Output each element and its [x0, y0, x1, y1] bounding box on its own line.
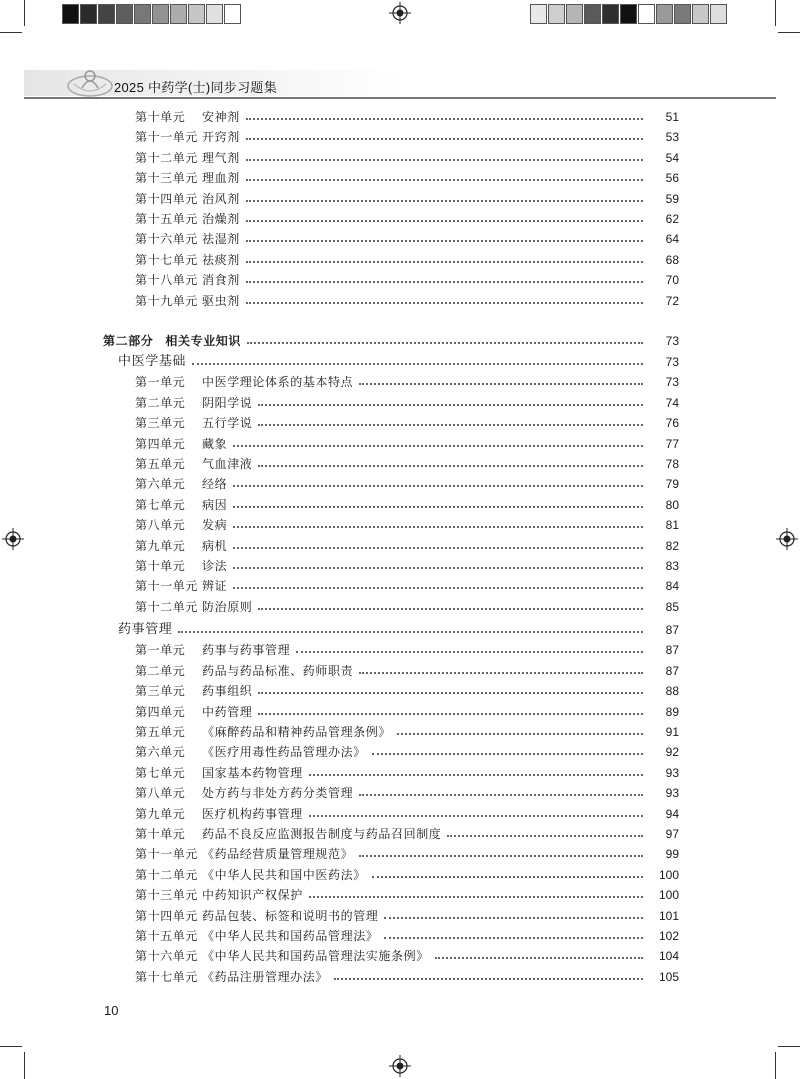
toc-page-number: 104: [658, 949, 679, 963]
toc-unit-number: 第七单元: [135, 766, 186, 780]
toc-page-number: 100: [658, 888, 679, 902]
toc-page-number: 92: [665, 745, 679, 759]
toc-unit-number: 第三单元: [135, 416, 186, 430]
registration-mark-top-icon: [389, 2, 411, 24]
toc-entry-label: [135, 209, 240, 229]
toc-entry-label: [135, 229, 240, 249]
toc-entry: [0, 536, 800, 556]
toc-page-number: 87: [665, 643, 679, 657]
color-swatch: [602, 4, 619, 24]
toc-entry-label: [135, 763, 303, 783]
toc-unit-number: 第十七单元: [135, 253, 199, 267]
dot-leader: [246, 302, 643, 304]
toc-page-number: 70: [665, 273, 679, 287]
toc-entry: [0, 722, 800, 742]
toc-entry-title: 开窍剂: [202, 130, 240, 144]
toc-entry-title: 处方药与非处方药分类管理: [202, 786, 354, 800]
crop-mark: [24, 0, 25, 26]
toc-entry: [0, 763, 800, 783]
toc-entry-title: 经络: [202, 477, 228, 491]
toc-page-number: 105: [658, 970, 679, 984]
toc-page-number: 99: [665, 847, 679, 861]
toc-entry-title: 药事组织: [202, 684, 253, 698]
toc-page-number: 72: [665, 294, 679, 308]
toc-unit-number: 第九单元: [135, 807, 186, 821]
toc-unit-number: 第十五单元: [135, 929, 199, 943]
toc-entry: [0, 844, 800, 864]
toc-entry-title: 治风剂: [202, 192, 240, 206]
header-rule: [24, 97, 776, 99]
toc-entry: [0, 906, 800, 926]
color-swatch: [98, 4, 115, 24]
toc-entry-title: 《中华人民共和国中医药法》: [202, 868, 366, 882]
dot-leader: [233, 506, 643, 508]
dot-leader: [233, 526, 643, 528]
toc-entry-title: 国家基本药物管理: [202, 766, 303, 780]
toc-entry-title: 诊法: [202, 559, 228, 573]
dot-leader: [246, 200, 643, 202]
toc-entry-label: [135, 515, 227, 535]
toc-page-number: 88: [665, 684, 679, 698]
toc-unit-number: 第十六单元: [135, 232, 199, 246]
toc-entry-title: 药品与药品标准、药师职责: [202, 664, 354, 678]
dot-leader: [246, 159, 643, 161]
toc-entry-title: 《中华人民共和国药品管理法实施条例》: [202, 949, 429, 963]
toc-entry-title: 《麻醉药品和精神药品管理条例》: [202, 725, 392, 739]
toc-entry: [0, 640, 800, 660]
toc-entry: [0, 168, 800, 188]
toc-entry: [0, 946, 800, 966]
toc-entry-label: [135, 556, 227, 576]
toc-unit-number: 第二单元: [135, 396, 186, 410]
toc-page-number: 74: [665, 396, 679, 410]
toc-entry-label: [135, 722, 391, 742]
toc-entry-label: [135, 413, 252, 433]
toc-entry-title: 消食剂: [202, 273, 240, 287]
toc-page-number: 101: [658, 909, 679, 923]
color-swatch: [116, 4, 133, 24]
toc-page-number: 93: [665, 786, 679, 800]
dot-leader: [258, 404, 643, 406]
color-swatch: [710, 4, 727, 24]
toc-unit-number: 第十九单元: [135, 294, 199, 308]
toc-entry: [0, 926, 800, 946]
color-swatch: [224, 4, 241, 24]
toc-page-number: 97: [665, 827, 679, 841]
dot-leader: [372, 753, 643, 755]
toc-entry-title: 祛痰剂: [202, 253, 240, 267]
toc-entry-label: [135, 742, 366, 762]
color-swatch: [134, 4, 151, 24]
toc-entry: [0, 148, 800, 168]
dot-leader: [397, 733, 643, 735]
toc-unit-number: 第十一单元: [135, 579, 199, 593]
toc-unit-number: 第五单元: [135, 725, 186, 739]
toc-entry-label: [135, 946, 429, 966]
toc-entry-label: [135, 148, 240, 168]
toc-page-number: 87: [665, 664, 679, 678]
dot-leader: [435, 957, 643, 959]
toc-entry-label: [135, 783, 353, 803]
toc-unit-number: 第十二单元: [135, 868, 199, 882]
page-number: 10: [104, 1003, 119, 1018]
toc-entry: [0, 127, 800, 147]
dot-leader: [247, 342, 643, 344]
toc-section-heading: [0, 352, 800, 372]
toc-entry: [0, 783, 800, 803]
color-swatch: [62, 4, 79, 24]
toc-entry-label: [135, 865, 366, 885]
toc-entry: [0, 393, 800, 413]
toc-entry: [0, 885, 800, 905]
toc-entry-title: 驱虫剂: [202, 294, 240, 308]
dot-leader: [233, 547, 643, 549]
toc-entry: [0, 270, 800, 290]
toc-entry-title: 阴阳学说: [202, 396, 253, 410]
toc-page-number: 80: [665, 498, 679, 512]
toc-unit-number: 第十二单元: [135, 151, 199, 165]
toc-entry-title: 理气剂: [202, 151, 240, 165]
running-header: [24, 64, 776, 98]
toc-page-number: 100: [658, 868, 679, 882]
dot-leader: [246, 220, 643, 222]
dot-leader: [359, 855, 643, 857]
toc-unit-number: 第八单元: [135, 518, 186, 532]
toc-unit-number: 第十三单元: [135, 171, 199, 185]
toc-entry: [0, 597, 800, 617]
toc-page-number: 62: [665, 212, 679, 226]
toc-entry-title: 药品包装、标签和说明书的管理: [202, 909, 379, 923]
toc-entry-title: 《医疗用毒性药品管理办法》: [202, 745, 366, 759]
toc-entry: [0, 495, 800, 515]
crop-mark: [24, 1052, 25, 1079]
toc-entry-title: 《药品经营质量管理规范》: [202, 847, 354, 861]
color-swatch: [566, 4, 583, 24]
color-swatch: [692, 4, 709, 24]
toc-unit-number: 第十二单元: [135, 600, 199, 614]
toc-page-number: 68: [665, 253, 679, 267]
toc-entry-label: [135, 189, 240, 209]
toc-entry-title: 《中华人民共和国药品管理法》: [202, 929, 379, 943]
toc-section-heading: [0, 620, 800, 640]
toc-page-number: 73: [665, 334, 679, 348]
toc-entry-title: 五行学说: [202, 416, 253, 430]
toc-page-number: 84: [665, 579, 679, 593]
toc-entry: [0, 107, 800, 127]
toc-entry-label: [135, 702, 252, 722]
toc-part-heading: [0, 331, 800, 351]
dot-leader: [233, 587, 643, 589]
dot-leader: [258, 713, 643, 715]
dot-leader: [296, 651, 643, 653]
color-swatch: [620, 4, 637, 24]
toc-unit-number: 第三单元: [135, 684, 186, 698]
toc-entry-label: [135, 844, 353, 864]
toc-entry: [0, 967, 800, 987]
toc-entry-label: [135, 434, 227, 454]
toc-entry: [0, 804, 800, 824]
color-swatch: [638, 4, 655, 24]
color-swatch: [548, 4, 565, 24]
crop-mark: [0, 32, 22, 33]
toc-entry-label: [135, 640, 290, 660]
color-swatch: [530, 4, 547, 24]
toc-section-title: 药事管理: [118, 622, 173, 637]
toc-entry: [0, 291, 800, 311]
toc-unit-number: 第八单元: [135, 786, 186, 800]
toc-unit-number: 第一单元: [135, 643, 186, 657]
dot-leader: [178, 631, 643, 633]
crop-mark: [778, 32, 800, 33]
toc-page-number: 53: [665, 130, 679, 144]
toc-unit-number: 第十一单元: [135, 847, 199, 861]
dot-leader: [309, 896, 643, 898]
toc-unit-number: 第十单元: [135, 827, 186, 841]
toc-page-number: 89: [665, 705, 679, 719]
right-color-bar: [530, 4, 728, 24]
toc-entry: [0, 454, 800, 474]
toc-unit-number: 第四单元: [135, 705, 186, 719]
toc-page-number: 64: [665, 232, 679, 246]
dot-leader: [246, 281, 643, 283]
toc-entry-label: [135, 885, 303, 905]
toc-unit-number: 第十单元: [135, 110, 186, 124]
toc-entry: [0, 661, 800, 681]
toc-part-label: [103, 331, 241, 351]
dot-leader: [246, 261, 643, 263]
dot-leader: [384, 917, 643, 919]
toc-entry-title: 中药管理: [202, 705, 253, 719]
toc-entry-label: [135, 270, 240, 290]
crop-mark: [775, 1052, 776, 1079]
toc-entry: [0, 576, 800, 596]
toc-entry: [0, 209, 800, 229]
toc-unit-number: 第十五单元: [135, 212, 199, 226]
dot-leader: [359, 383, 643, 385]
toc-page-number: 81: [665, 518, 679, 532]
toc-part-number: 第二部分: [103, 334, 154, 348]
toc-entry-label: [135, 824, 441, 844]
toc-unit-number: 第十七单元: [135, 970, 199, 984]
toc-entry: [0, 681, 800, 701]
color-swatch: [80, 4, 97, 24]
color-swatch: [674, 4, 691, 24]
toc-page-number: 93: [665, 766, 679, 780]
toc-entry-title: 《药品注册管理办法》: [202, 970, 329, 984]
crop-mark: [0, 1046, 22, 1047]
toc-page-number: 94: [665, 807, 679, 821]
toc-unit-number: 第五单元: [135, 457, 186, 471]
toc-entry-title: 气血津液: [202, 457, 253, 471]
toc-unit-number: 第十六单元: [135, 949, 199, 963]
toc-unit-number: 第十四单元: [135, 192, 199, 206]
toc-unit-number: 第四单元: [135, 437, 186, 451]
toc-unit-number: 第十八单元: [135, 273, 199, 287]
toc-entry-title: 中药知识产权保护: [202, 888, 303, 902]
toc-entry-title: 辨证: [202, 579, 228, 593]
toc-entry-label: [135, 454, 252, 474]
toc-entry-title: 防治原则: [202, 600, 253, 614]
toc-entry-title: 病机: [202, 539, 228, 553]
toc-entry-title: 治燥剂: [202, 212, 240, 226]
color-swatch: [188, 4, 205, 24]
dot-leader: [258, 692, 643, 694]
toc-unit-number: 第七单元: [135, 498, 186, 512]
toc-entry-label: [135, 474, 227, 494]
crop-mark: [778, 1046, 800, 1047]
toc-entry: [0, 229, 800, 249]
toc-entry-label: [135, 967, 328, 987]
toc-page-number: 54: [665, 151, 679, 165]
dot-leader: [372, 876, 643, 878]
toc-unit-number: 第六单元: [135, 745, 186, 759]
color-swatch: [170, 4, 187, 24]
color-swatch: [584, 4, 601, 24]
toc-page-number: 59: [665, 192, 679, 206]
toc-entry-label: [135, 576, 227, 596]
toc-unit-number: 第十四单元: [135, 909, 199, 923]
toc-page-number: 51: [665, 110, 679, 124]
toc-entry-title: 祛湿剂: [202, 232, 240, 246]
dot-leader: [233, 445, 643, 447]
toc-entry-label: [135, 495, 227, 515]
dot-leader: [233, 567, 643, 569]
toc-entry-title: 药事与药事管理: [202, 643, 291, 657]
dot-leader: [258, 424, 643, 426]
dot-leader: [258, 465, 643, 467]
toc-entry: [0, 434, 800, 454]
toc-entry-title: 医疗机构药事管理: [202, 807, 303, 821]
toc-entry-title: 发病: [202, 518, 228, 532]
toc-page-number: 85: [665, 600, 679, 614]
toc-entry-label: [135, 597, 252, 617]
toc-unit-number: 第十三单元: [135, 888, 199, 902]
toc-entry-label: [135, 536, 227, 556]
toc-entry-label: [135, 804, 303, 824]
toc-entry-label: [135, 926, 378, 946]
toc-entry-label: [135, 250, 240, 270]
toc-entry: [0, 824, 800, 844]
toc-part-title: 相关专业知识: [165, 334, 242, 348]
toc-entry: [0, 474, 800, 494]
toc-page-number: 79: [665, 477, 679, 491]
toc-entry: [0, 515, 800, 535]
toc-entry-title: 安神剂: [202, 110, 240, 124]
toc-entry-title: 病因: [202, 498, 228, 512]
toc-entry-label: [135, 681, 252, 701]
toc-entry-label: [135, 291, 240, 311]
dot-leader: [309, 774, 643, 776]
toc-page-number: 78: [665, 457, 679, 471]
toc-unit-number: 第九单元: [135, 539, 186, 553]
dot-leader: [233, 485, 643, 487]
toc-entry: [0, 702, 800, 722]
toc-unit-number: 第一单元: [135, 375, 186, 389]
toc-entry-title: 理血剂: [202, 171, 240, 185]
toc-entry-label: [135, 168, 240, 188]
toc-page-number: 73: [665, 355, 679, 369]
toc-page-number: 102: [658, 929, 679, 943]
dot-leader: [309, 815, 643, 817]
toc-unit-number: 第六单元: [135, 477, 186, 491]
registration-mark-bottom-icon: [389, 1055, 411, 1077]
toc-page-number: 82: [665, 539, 679, 553]
dot-leader: [447, 835, 643, 837]
dot-leader: [192, 363, 643, 365]
dot-leader: [246, 138, 643, 140]
toc-page-number: 56: [665, 171, 679, 185]
toc-page-number: 87: [665, 623, 679, 637]
dot-leader: [246, 179, 643, 181]
dot-leader: [359, 794, 643, 796]
toc-unit-number: 第十一单元: [135, 130, 199, 144]
toc-entry: [0, 189, 800, 209]
color-swatch: [206, 4, 223, 24]
toc-entry: [0, 413, 800, 433]
dot-leader: [334, 978, 643, 980]
toc-entry: [0, 865, 800, 885]
dot-leader: [258, 608, 643, 610]
toc-entry: [0, 742, 800, 762]
toc-page-number: 73: [665, 375, 679, 389]
toc-entry-label: [135, 372, 353, 392]
dot-leader: [246, 240, 643, 242]
toc-entry: [0, 250, 800, 270]
toc-page-number: 91: [665, 725, 679, 739]
toc-page-number: 76: [665, 416, 679, 430]
dot-leader: [246, 118, 643, 120]
toc-entry-label: [135, 906, 378, 926]
dot-leader: [359, 672, 643, 674]
toc-page-number: 83: [665, 559, 679, 573]
toc-entry-title: 药品不良反应监测报告制度与药品召回制度: [202, 827, 442, 841]
publisher-logo-icon: [60, 64, 122, 100]
crop-mark: [775, 0, 776, 26]
toc-entry-label: [135, 661, 353, 681]
toc-entry-label: [135, 107, 240, 127]
toc-entry: [0, 372, 800, 392]
toc-entry: [0, 556, 800, 576]
toc-unit-number: 第二单元: [135, 664, 186, 678]
color-swatch: [152, 4, 169, 24]
toc-entry-label: [135, 127, 240, 147]
toc-entry-title: 中医学理论体系的基本特点: [202, 375, 354, 389]
toc-page-number: 77: [665, 437, 679, 451]
toc-unit-number: 第十单元: [135, 559, 186, 573]
toc-section-title: 中医学基础: [118, 354, 187, 369]
toc-entry-label: [135, 393, 252, 413]
header-title: 2025 中药学(士)同步习题集: [114, 80, 277, 95]
dot-leader: [384, 937, 643, 939]
color-swatch: [656, 4, 673, 24]
left-color-bar: [62, 4, 242, 24]
toc-entry-title: 藏象: [202, 437, 228, 451]
